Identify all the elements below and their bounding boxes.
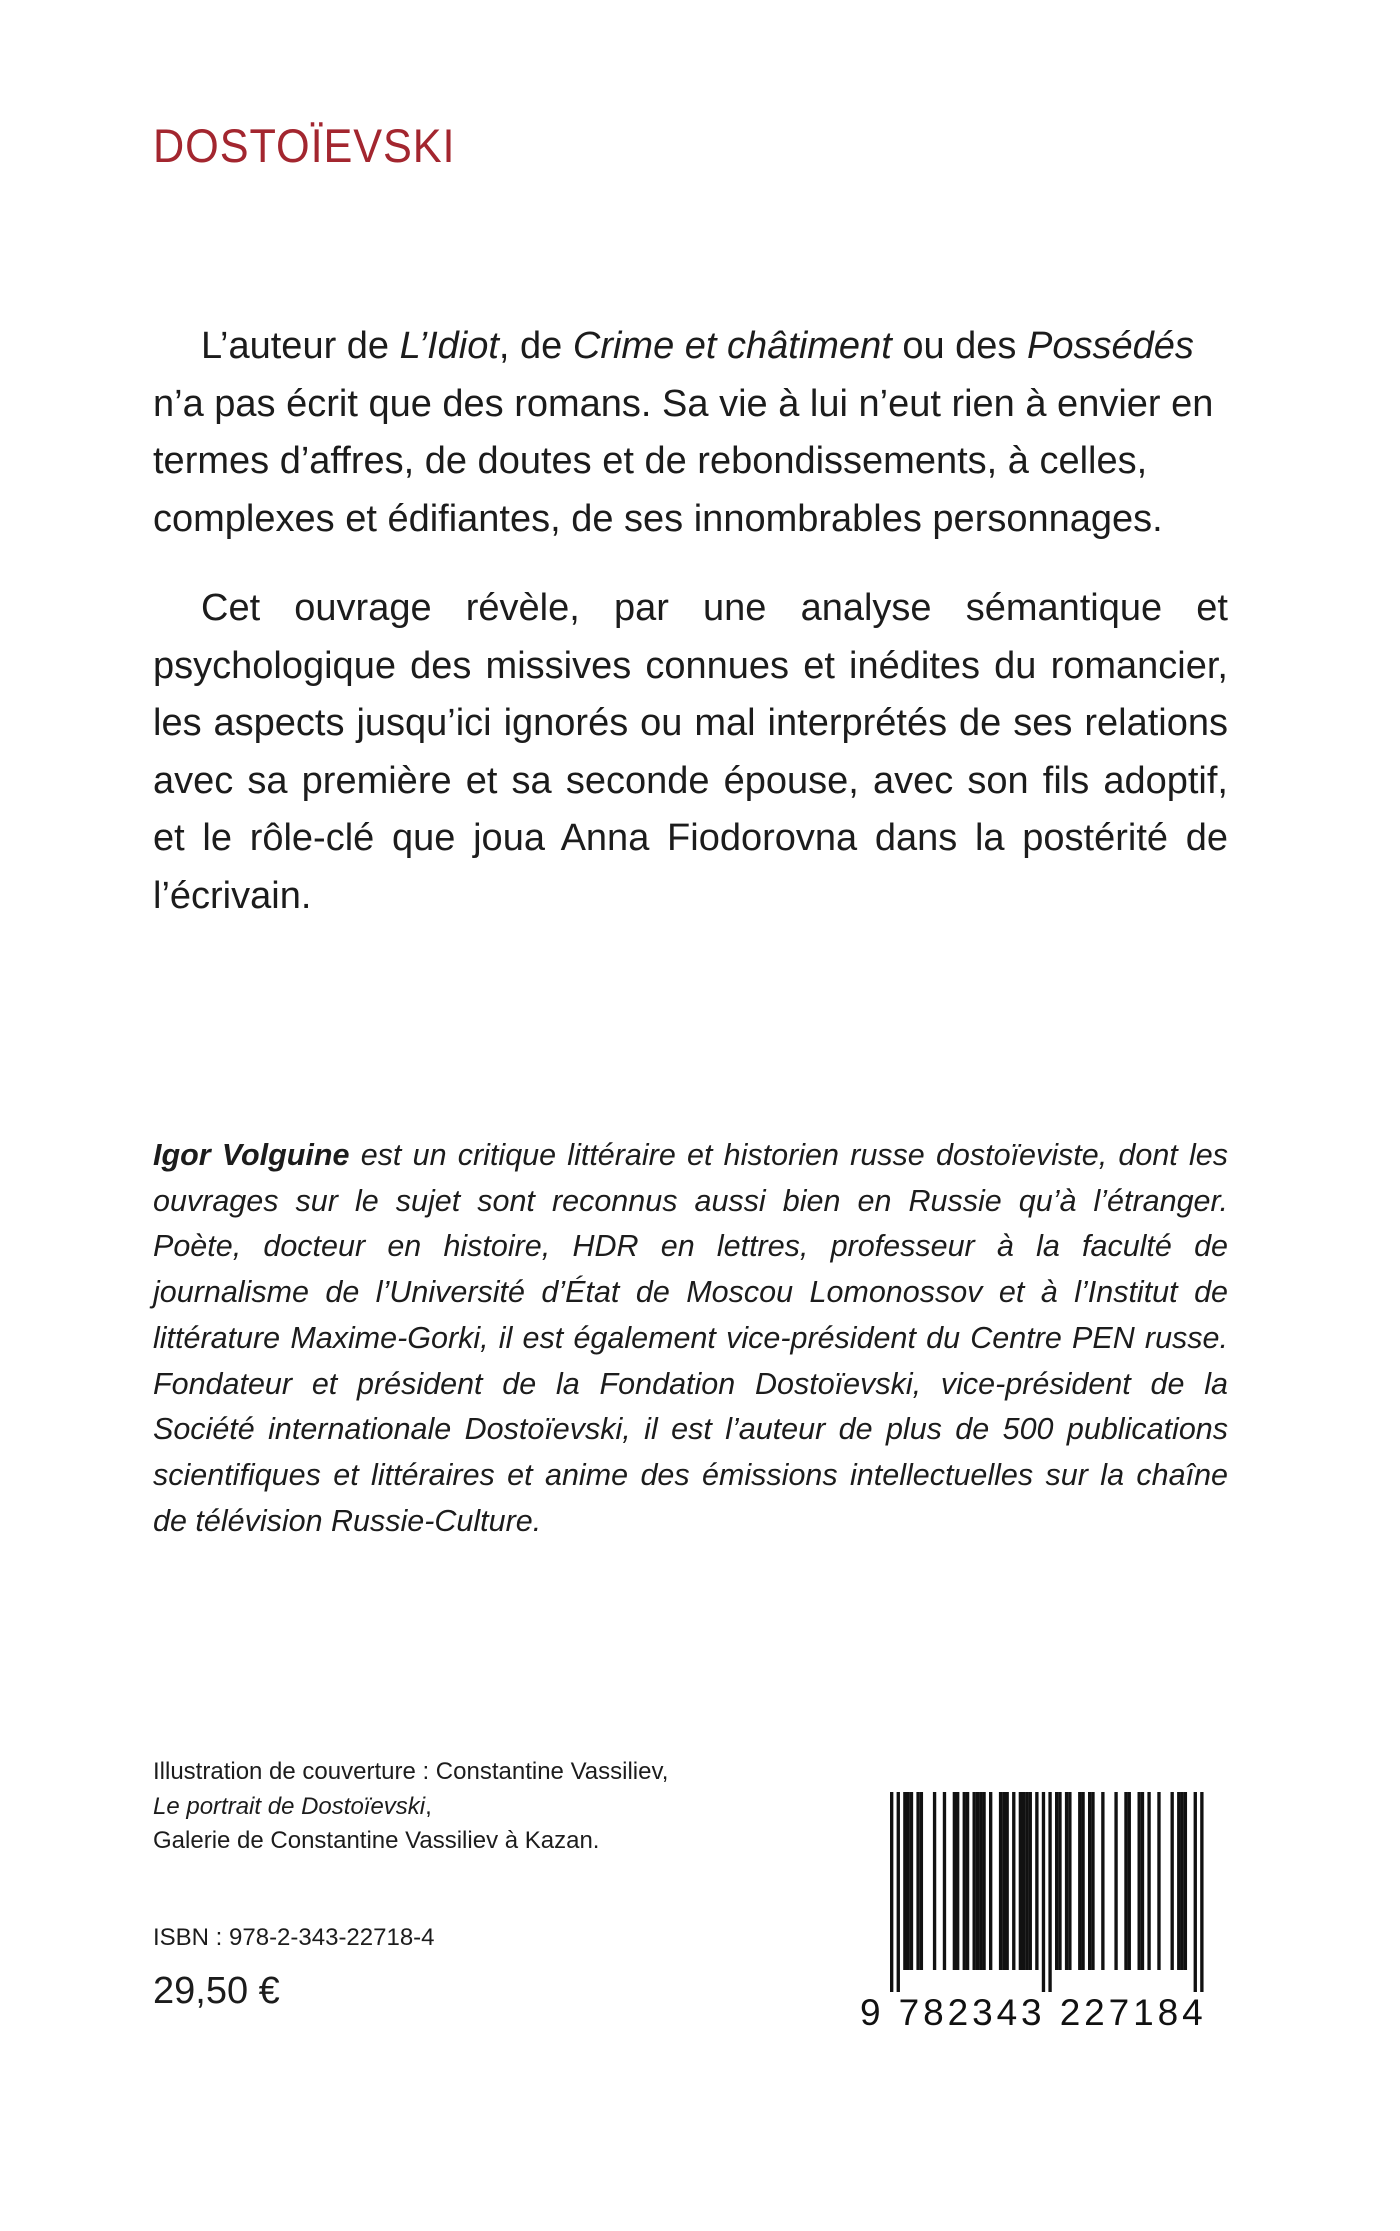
book-title: Possédés [1026,325,1194,367]
barcode-bar [1088,1792,1091,1970]
barcode-guard-bar [1048,1792,1051,1992]
barcode-bar [1006,1792,1009,1970]
barcode-bar [963,1792,966,1970]
barcode-bar [1065,1792,1068,1970]
author-bio-text: est un critique littéraire et historien russe dostoïeviste, dont les ouvrages sur le sujet sont reconnus aussi bien en Russie qu’à l’étranger. Poète, docteur en histoire, HDR en lettres, professeur à la faculté de journalisme de l’Université d’État de Moscou Lomonossov et à l’Institut de littérature Maxime-Gorki, il est également vice-président du Centre PEN russe. Fondateur et président de la Fondation Dostoïevski, vice-président de la Société internationale Dostoïevski, il est l’auteur de plus de 500 publications scientifiques et littéraires et anime des émissions intellectuelles sur la chaîne de télévision Russie-Culture. [153,1138,1228,1538]
barcode-bar [979,1792,982,1970]
price: 29,50 € [153,1970,280,2012]
barcode-bar [1101,1792,1104,1970]
barcode-bar [1180,1792,1183,1970]
barcode-bar [1091,1792,1094,1970]
barcode-bar [1157,1792,1160,1970]
blurb-paragraph-1 [153,318,1228,548]
barcode-bar [989,1792,992,1970]
author-bio [153,1133,1228,1544]
blurb-text-segment: , de [498,325,573,367]
barcode-bar [907,1792,910,1970]
barcode-guard-bar [897,1792,900,1992]
barcode-bar [1068,1792,1071,1970]
barcode-bar [953,1792,956,1970]
barcode-bar [1124,1792,1127,1970]
barcode-guard-bar [890,1792,893,1992]
barcode-bar [982,1792,985,1970]
barcode-bar [1029,1792,1032,1970]
barcode-bar [1078,1792,1081,1970]
blurb-text-segment: ou des [891,325,1027,367]
artwork-title: Le portrait de Dostoïevski [153,1792,426,1820]
barcode-bar [920,1792,923,1970]
barcode-digits: 9 782343 227184 [860,1992,1207,2033]
barcode-bar [943,1792,946,1970]
barcode [860,1792,1232,2040]
cover-credits [153,1755,668,1859]
author-name: Igor Volguine [153,1138,350,1172]
barcode-bar [1138,1792,1141,1970]
credits-line-1: Illustration de couverture : Constantine Vassiliev, [153,1758,669,1785]
book-title: L’Idiot [399,325,499,367]
barcode-bar [956,1792,959,1970]
series-title: DOSTOÏEVSKI [153,119,456,172]
barcode-bar [1177,1792,1180,1970]
barcode-bar [1081,1792,1084,1970]
barcode-guard-bar [1042,1792,1045,1992]
barcode-bar [1147,1792,1150,1970]
barcode-bar [933,1792,936,1970]
barcode-bar [916,1792,919,1970]
credits-line-2: Le portrait de Dostoïevski, [153,1792,432,1820]
barcode-bar [1114,1792,1117,1970]
barcode-bar [1035,1792,1038,1970]
barcode-guard-bar [1200,1792,1203,1992]
barcode-bar [1002,1792,1005,1970]
barcode-bar [910,1792,913,1970]
barcode-bar [966,1792,969,1970]
barcode-bar [1128,1792,1131,1970]
isbn: ISBN : 978-2-343-22718-4 [153,1924,435,1951]
barcode-bar [1184,1792,1187,1970]
credits-line-3: Galerie de Constantine Vassiliev à Kazan. [153,1827,600,1854]
blurb-text-segment: L’auteur de [201,325,400,367]
barcode-bar [1022,1792,1025,1970]
barcode-bar [999,1792,1002,1970]
barcode-bar [973,1792,976,1970]
barcode-guard-bar [1194,1792,1197,1992]
barcode-bar [903,1792,906,1970]
barcode-bar [1012,1792,1015,1970]
barcode-bar [1055,1792,1058,1970]
barcode-bar [1171,1792,1174,1970]
barcode-bar [1141,1792,1144,1970]
barcode-bar [976,1792,979,1970]
barcode-bar [1025,1792,1028,1970]
barcode-bar [1058,1792,1061,1970]
blurb-paragraph-2: Cet ouvrage révèle, par une analyse sémantique et psychologique des missives connues et inédites du romancier, les aspects jusqu’ici ignorés ou mal interprétés de ses relations avec sa première et sa seconde épouse, avec son fils adoptif, et le rôle-clé que joua Anna Fiodorovna dans la postérité de l’écrivain. [153,587,1228,917]
barcode-bar [1019,1792,1022,1970]
book-title: Crime et châtiment [572,325,892,367]
barcode-bars [860,1792,1232,1997]
blurb-text-segment: n’a pas écrit que des romans. Sa vie à lui n’eut rien à envier en termes d’affres, de doutes et de rebondissements, à celles, complexes et édifiantes, de ses innombrables personnages. [153,382,1214,540]
